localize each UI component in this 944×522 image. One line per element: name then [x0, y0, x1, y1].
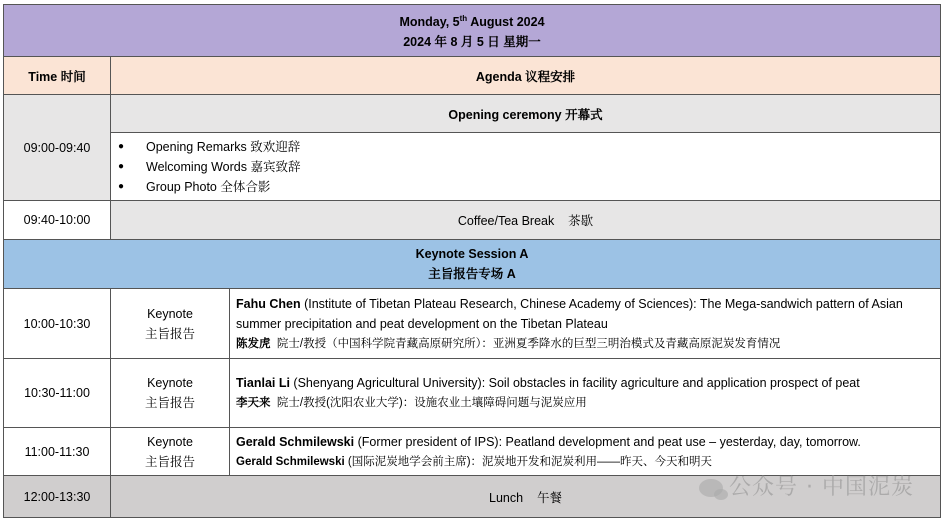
speaker-name: Gerald Schmilewski: [236, 434, 355, 449]
keynote-session-title: Keynote Session A 主旨报告专场 A: [4, 240, 941, 289]
speaker-name-zh: 陈发虎: [236, 337, 271, 350]
date-english: Monday, 5th August 2024: [399, 13, 545, 30]
list-item: ● Group Photo 全体合影: [146, 177, 940, 197]
speaker-name: Tianlai Li: [236, 376, 290, 390]
speaker-name-zh: Gerald Schmilewski: [236, 455, 345, 468]
speaker-name: Fahu Chen: [236, 296, 301, 311]
talk-details: [230, 289, 941, 359]
talk-row: [4, 428, 941, 476]
wechat-icon: [699, 479, 723, 497]
coffee-row: [4, 201, 941, 240]
agenda-table: [3, 4, 941, 518]
talk-time: 10:00-10:30: [4, 289, 111, 359]
opening-title-row: [4, 95, 941, 133]
lunch-label: Lunch 午餐: [111, 476, 941, 518]
list-item: ● Welcoming Words 嘉宾致辞: [146, 157, 940, 177]
opening-time: 09:00-09:40: [4, 95, 111, 201]
speaker-name-zh: 李天来: [236, 397, 271, 409]
talk-details: [230, 428, 941, 476]
opening-title: Opening ceremony 开幕式: [111, 95, 941, 133]
talk-title-en: Gerald Schmilewski (Former president of IPS): Peatland development and peat use – yesterday, day, tomorrow.: [236, 434, 861, 449]
talk-title-zh: 李天来 院士/教授(沈阳农业大学)：设施农业土壤障碍问题与泥炭应用: [236, 397, 587, 409]
date-header-row: [4, 5, 941, 57]
watermark: 公众号 · 中国泥炭: [699, 470, 914, 501]
coffee-label: Coffee/Tea Break 茶歇: [111, 201, 941, 240]
opening-items-cell: [111, 133, 941, 201]
time-column-header: Time 时间: [4, 57, 111, 95]
opening-items-list: [111, 137, 940, 197]
talk-type: Keynote 主旨报告: [111, 289, 230, 359]
talk-time: 10:30-11:00: [4, 359, 111, 428]
coffee-time: 09:40-10:00: [4, 201, 111, 240]
date-header: [4, 5, 941, 57]
talk-title-zh: Gerald Schmilewski (国际泥炭地学会前主席)：泥炭地开发和泥炭利用——昨天、今天和明天: [236, 455, 713, 468]
column-header-row: [4, 57, 941, 95]
talk-details: [230, 359, 941, 428]
talk-row: [4, 289, 941, 359]
talk-row: [4, 359, 941, 428]
talk-type: Keynote 主旨报告: [111, 359, 230, 428]
talk-title-zh: 陈发虎 院士/教授（中国科学院青藏高原研究所）：亚洲夏季降水的巨型三明治模式及青藏高原泥炭发育情况: [236, 337, 781, 350]
date-chinese: 2024 年 8 月 5 日 星期一: [403, 35, 541, 50]
talk-time: 11:00-11:30: [4, 428, 111, 476]
talk-title-en: Tianlai Li (Shenyang Agricultural University): Soil obstacles in facility agriculture and application prospect of peat: [236, 376, 860, 390]
lunch-time: 12:00-13:30: [4, 476, 111, 518]
talk-type: Keynote 主旨报告: [111, 428, 230, 476]
keynote-session-row: [4, 240, 941, 289]
list-item: ● Opening Remarks 致欢迎辞: [146, 137, 940, 157]
opening-items-row: [4, 133, 941, 201]
agenda-column-header: Agenda 议程安排: [111, 57, 941, 95]
talk-title-en: Fahu Chen (Institute of Tibetan Plateau Research, Chinese Academy of Sciences): The Mega-sandwich pattern of Asian summer precipitation and peat development on the Tibetan Plateau: [236, 296, 903, 331]
